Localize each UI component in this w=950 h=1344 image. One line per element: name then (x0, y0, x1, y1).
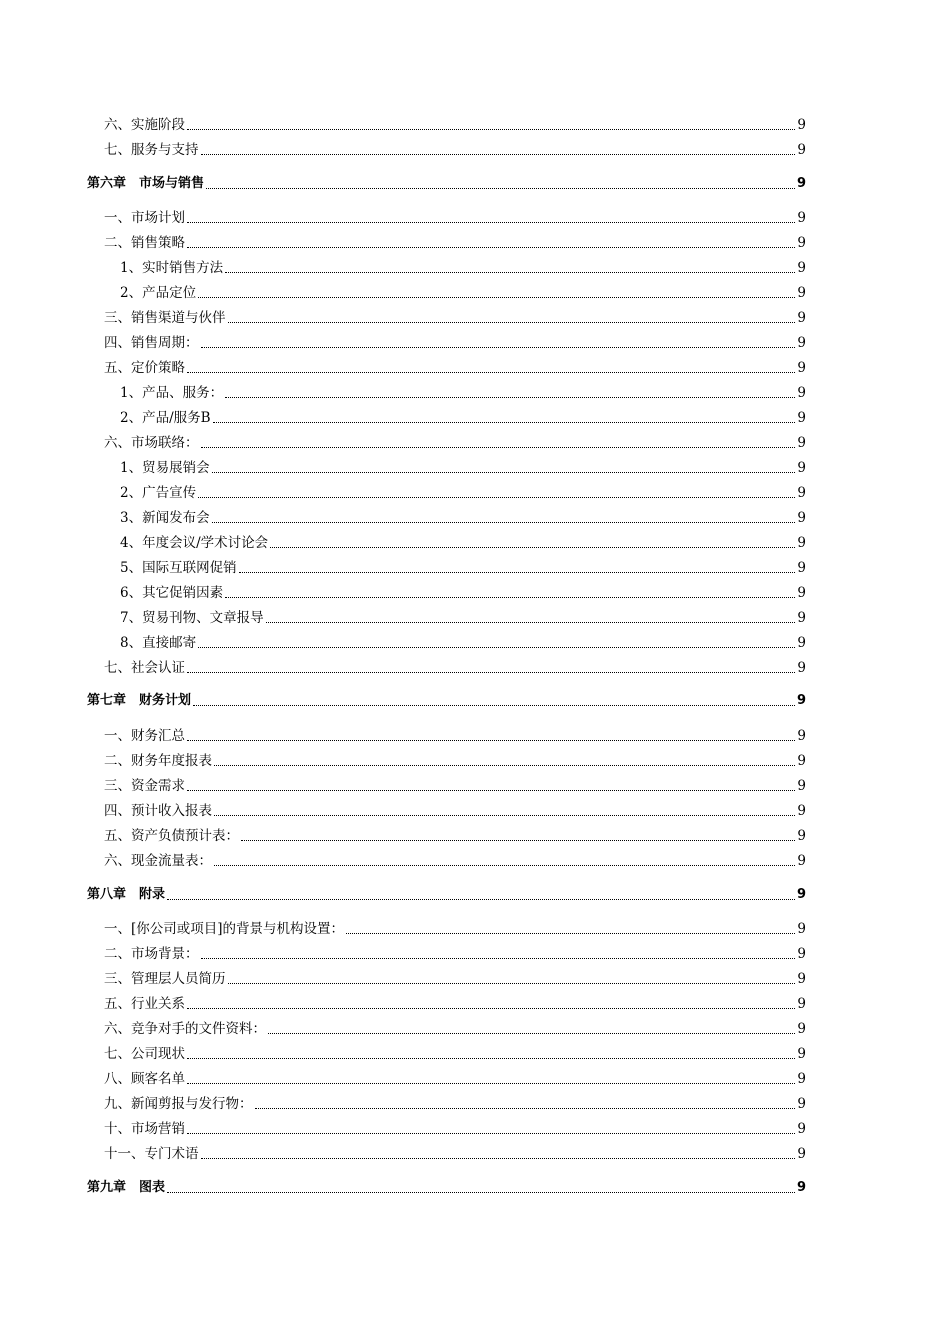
toc-entry-label: 3、新闻发布会 (120, 510, 210, 526)
toc-entry[interactable] (104, 943, 806, 963)
dot-leader (212, 521, 796, 523)
dot-leader (214, 764, 795, 766)
toc-row (0, 207, 950, 229)
dot-leader (187, 128, 795, 130)
toc-entry-label: 4、年度会议/学术讨论会 (120, 535, 269, 551)
dot-leader (187, 789, 795, 791)
toc-row (0, 657, 950, 679)
toc-entry[interactable] (120, 282, 806, 302)
toc-row (0, 1118, 950, 1140)
toc-page-number: 9 (797, 385, 806, 401)
toc-row (0, 532, 950, 554)
toc-entry[interactable] (104, 918, 806, 938)
dot-leader (206, 187, 795, 189)
toc-page-number: 9 (796, 887, 806, 902)
dot-leader (187, 371, 795, 373)
toc-entry-label: 二、市场背景： (104, 946, 199, 962)
toc-page-number: 9 (797, 142, 806, 158)
toc-entry[interactable] (104, 332, 806, 352)
toc-page-number: 9 (797, 971, 806, 987)
toc-entry[interactable] (120, 407, 806, 427)
toc-entry[interactable] (104, 1068, 806, 1088)
toc-page-number: 9 (797, 1046, 806, 1062)
toc-row (0, 139, 950, 161)
toc-page-number: 9 (797, 360, 806, 376)
toc-entry-label: 七、公司现状 (104, 1046, 185, 1062)
toc-row (0, 582, 950, 604)
toc-page-number: 9 (797, 117, 806, 133)
toc-row (0, 357, 950, 379)
toc-entry-label: 第六章 市场与销售 (87, 176, 205, 191)
toc-row (0, 232, 950, 254)
toc-row (0, 557, 950, 579)
toc-page-number: 9 (797, 753, 806, 769)
toc-entry-label: 2、产品/服务B (120, 410, 211, 426)
dot-leader (212, 471, 796, 473)
toc-entry[interactable] (104, 432, 806, 452)
toc-page-number: 9 (797, 460, 806, 476)
toc-entry[interactable] (87, 1177, 806, 1197)
toc-entry[interactable] (104, 139, 806, 159)
toc-row (0, 725, 950, 747)
toc-entry[interactable] (104, 114, 806, 134)
toc-page-number: 9 (797, 996, 806, 1012)
toc-entry-label: 四、预计收入报表 (104, 803, 212, 819)
dot-leader (193, 704, 795, 706)
toc-entry-label: 八、顾客名单 (104, 1071, 185, 1087)
toc-entry[interactable] (104, 850, 806, 870)
toc-row (0, 407, 950, 429)
toc-row (0, 918, 950, 940)
toc-chapter-row (0, 884, 950, 906)
toc-page-number: 9 (797, 1146, 806, 1162)
toc-entry-label: 三、销售渠道与伙伴 (104, 310, 226, 326)
toc-entry[interactable] (104, 993, 806, 1013)
toc-entry[interactable] (104, 1143, 806, 1163)
toc-entry-label: 五、定价策略 (104, 360, 185, 376)
toc-page-number: 9 (797, 946, 806, 962)
dot-leader (241, 839, 795, 841)
toc-row (0, 1143, 950, 1165)
toc-row (0, 825, 950, 847)
toc-entry-label: 四、销售周期： (104, 335, 199, 351)
toc-row (0, 1018, 950, 1040)
toc-page-number: 9 (797, 1071, 806, 1087)
dot-leader (167, 1191, 795, 1193)
toc-row (0, 775, 950, 797)
toc-entry[interactable] (120, 482, 806, 502)
toc-entry-label: 五、行业关系 (104, 996, 185, 1012)
toc-entry[interactable] (104, 1118, 806, 1138)
toc-entry[interactable] (104, 1043, 806, 1063)
dot-leader (187, 739, 795, 741)
dot-leader (268, 1032, 795, 1034)
dot-leader (239, 571, 796, 573)
toc-page-number: 9 (797, 535, 806, 551)
toc-entry[interactable] (104, 307, 806, 327)
toc-row (0, 968, 950, 990)
toc-entry[interactable] (120, 257, 806, 277)
toc-page-number: 9 (796, 176, 806, 191)
toc-entry-label: 第九章 图表 (87, 1180, 166, 1195)
toc-page-number: 9 (797, 485, 806, 501)
toc-row (0, 850, 950, 872)
toc-entry[interactable] (104, 775, 806, 795)
toc-entry[interactable] (120, 557, 806, 577)
dot-leader (201, 1157, 796, 1159)
toc-row (0, 307, 950, 329)
toc-page-number: 9 (796, 693, 806, 708)
toc-row (0, 1093, 950, 1115)
toc-entry[interactable] (104, 750, 806, 770)
toc-page-number: 9 (797, 435, 806, 451)
toc-page-number: 9 (797, 210, 806, 226)
toc-page-number: 9 (797, 1096, 806, 1112)
toc-entry-label: 1、贸易展销会 (120, 460, 210, 476)
toc-entry-label: 2、广告宣传 (120, 485, 197, 501)
dot-leader (214, 814, 795, 816)
dot-leader (167, 898, 795, 900)
toc-entry-label: 六、现金流量表： (104, 853, 212, 869)
toc-entry[interactable] (104, 657, 806, 677)
toc-entry[interactable] (120, 457, 806, 477)
toc-row (0, 282, 950, 304)
toc-chapter-row (0, 173, 950, 195)
toc-entry-label: 一、财务汇总 (104, 728, 185, 744)
dot-leader (213, 421, 796, 423)
toc-page-number: 9 (797, 778, 806, 794)
toc-row (0, 943, 950, 965)
toc-entry[interactable] (104, 725, 806, 745)
toc-entry-label: 第八章 附录 (87, 887, 166, 902)
toc-page-number: 9 (797, 585, 806, 601)
toc-entry[interactable] (104, 825, 806, 845)
dot-leader (214, 864, 795, 866)
toc-entry-label: 九、新闻剪报与发行物： (104, 1096, 253, 1112)
toc-entry-label: 五、资产负债预计表： (104, 828, 239, 844)
toc-row (0, 482, 950, 504)
toc-row (0, 507, 950, 529)
dot-leader (225, 596, 795, 598)
dot-leader (187, 1082, 795, 1084)
dot-leader (270, 546, 795, 548)
dot-leader (228, 982, 796, 984)
toc-chapter-row (0, 690, 950, 712)
toc-entry[interactable] (120, 532, 806, 552)
toc-page-number: 9 (797, 1021, 806, 1037)
toc-row (0, 382, 950, 404)
toc-entry[interactable] (104, 207, 806, 227)
dot-leader (198, 496, 795, 498)
toc-row (0, 257, 950, 279)
dot-leader (201, 957, 796, 959)
toc-entry[interactable] (120, 607, 806, 627)
toc-row (0, 607, 950, 629)
toc-row (0, 332, 950, 354)
toc-entry-label: 七、社会认证 (104, 660, 185, 676)
toc-entry-label: 六、实施阶段 (104, 117, 185, 133)
toc-page-number: 9 (797, 728, 806, 744)
toc-entry-label: 7、贸易刊物、文章报导 (120, 610, 264, 626)
toc-page-number: 9 (797, 285, 806, 301)
toc-page-number: 9 (797, 610, 806, 626)
toc-entry[interactable] (104, 1018, 806, 1038)
dot-leader (201, 446, 796, 448)
dot-leader (187, 246, 795, 248)
toc-entry-label: 十、市场营销 (104, 1121, 185, 1137)
toc-page-number: 9 (797, 828, 806, 844)
dot-leader (187, 1007, 795, 1009)
toc-page-number: 9 (797, 921, 806, 937)
toc-row (0, 1043, 950, 1065)
toc-page-number: 9 (797, 1121, 806, 1137)
toc-row (0, 800, 950, 822)
toc-page-number: 9 (797, 660, 806, 676)
toc-entry-label: 六、竞争对手的文件资料： (104, 1021, 266, 1037)
toc-entry-label: 1、实时销售方法 (120, 260, 224, 276)
toc-entry-label: 一、[你公司或项目]的背景与机构设置： (104, 921, 345, 937)
dot-leader (201, 153, 796, 155)
toc-entry-label: 一、市场计划 (104, 210, 185, 226)
toc-entry[interactable] (104, 968, 806, 988)
toc-row (0, 993, 950, 1015)
toc-entry-label: 2、产品定位 (120, 285, 197, 301)
toc-entry-label: 七、服务与支持 (104, 142, 199, 158)
toc-row (0, 432, 950, 454)
toc-page-number: 9 (797, 560, 806, 576)
toc-entry[interactable] (104, 232, 806, 252)
toc-entry[interactable] (87, 173, 806, 193)
toc-page-number: 9 (797, 410, 806, 426)
toc-entry-label: 二、销售策略 (104, 235, 185, 251)
toc-page-number: 9 (797, 803, 806, 819)
dot-leader (187, 1057, 795, 1059)
toc-entry[interactable] (87, 884, 806, 904)
toc-entry[interactable] (104, 357, 806, 377)
toc-entry-label: 十一、专门术语 (104, 1146, 199, 1162)
toc-entry-label: 二、财务年度报表 (104, 753, 212, 769)
toc-page-number: 9 (797, 510, 806, 526)
toc-entry[interactable] (120, 507, 806, 527)
dot-leader (228, 321, 796, 323)
toc-page-number: 9 (797, 235, 806, 251)
toc-row (0, 750, 950, 772)
dot-leader (225, 271, 795, 273)
toc-row (0, 114, 950, 136)
toc-row (0, 632, 950, 654)
toc-entry[interactable] (120, 382, 806, 402)
dot-leader (255, 1107, 796, 1109)
toc-entry-label: 三、管理层人员简历 (104, 971, 226, 987)
dot-leader (266, 621, 796, 623)
dot-leader (201, 346, 796, 348)
toc-entry-label: 1、产品、服务： (120, 385, 224, 401)
toc-page-number: 9 (796, 1180, 806, 1195)
toc-entry[interactable] (104, 1093, 806, 1113)
toc-entry-label: 第七章 财务计划 (87, 693, 192, 708)
toc-page-number: 9 (797, 635, 806, 651)
toc-page-number: 9 (797, 853, 806, 869)
toc-entry[interactable] (120, 632, 806, 652)
toc-page-number: 9 (797, 310, 806, 326)
toc-chapter-row (0, 1177, 950, 1199)
toc-row (0, 1068, 950, 1090)
dot-leader (198, 296, 795, 298)
toc-entry[interactable] (104, 800, 806, 820)
dot-leader (346, 932, 795, 934)
toc-entry-label: 三、资金需求 (104, 778, 185, 794)
toc-entry[interactable] (120, 582, 806, 602)
dot-leader (187, 671, 795, 673)
toc-entry-label: 六、市场联络： (104, 435, 199, 451)
dot-leader (225, 396, 795, 398)
toc-page-number: 9 (797, 335, 806, 351)
dot-leader (187, 1132, 795, 1134)
dot-leader (187, 221, 795, 223)
toc-entry[interactable] (87, 690, 806, 710)
toc-page-number: 9 (797, 260, 806, 276)
toc-row (0, 457, 950, 479)
dot-leader (198, 646, 795, 648)
toc-entry-label: 5、国际互联网促销 (120, 560, 237, 576)
toc-entry-label: 6、其它促销因素 (120, 585, 224, 601)
toc-entry-label: 8、直接邮寄 (120, 635, 197, 651)
